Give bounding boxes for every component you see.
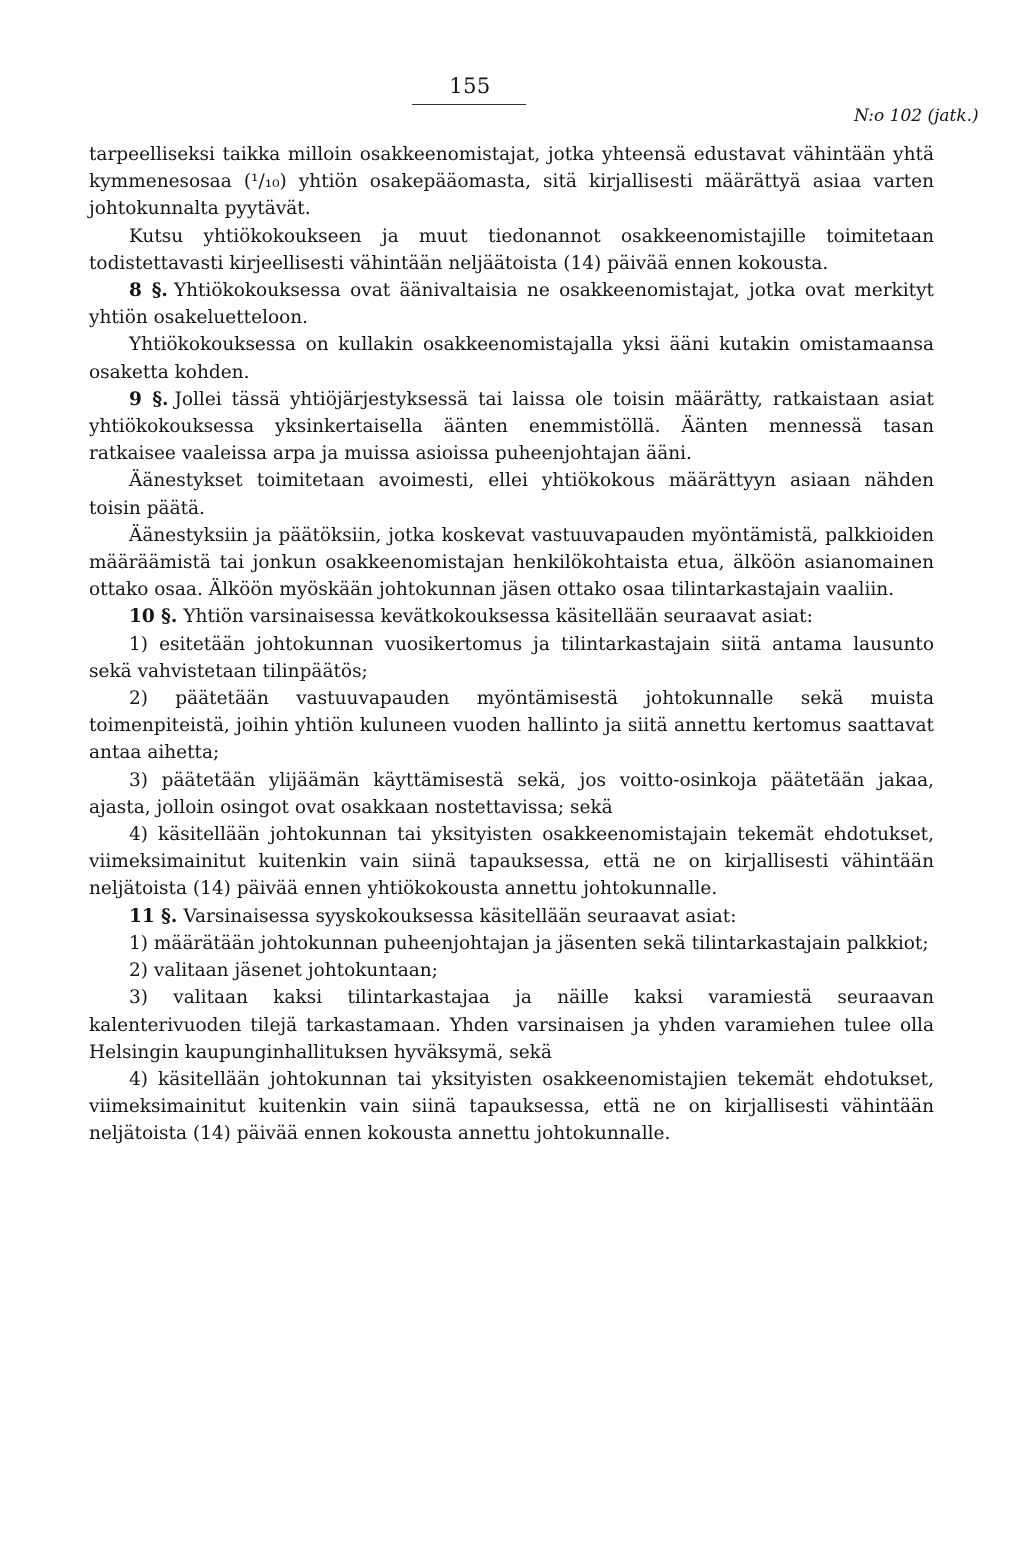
paragraph-text: 1) määrätään johtokunnan puheenjohtajan ja jäsenten sekä tilintarkastajain palkkiot; (129, 932, 929, 954)
page-number: 155 (449, 74, 491, 98)
list-item (89, 685, 934, 767)
paragraph-section-11 (89, 903, 934, 930)
paragraph-section-10 (89, 603, 934, 630)
paragraph (89, 141, 934, 223)
list-item (89, 767, 934, 821)
paragraph-text: Jollei tässä yhtiöjärjestyksessä tai laissa ole toisin määrätty, ratkaistaan asiat yhtiökokouksessa yksinkertaisella äänten enemmistöllä. Äänten mennessä tasan ratkaisee vaaleissa arpa ja muissa asioissa puheenjohtajan ääni. (89, 388, 934, 465)
paragraph-text: Äänestykset toimitetaan avoimesti, ellei yhtiökokous määrättyyn asiaan nähden toisin päätä. (89, 470, 934, 519)
list-item (89, 957, 934, 984)
header-rule (412, 104, 526, 105)
paragraph-text: Yhtiökokouksessa on kullakin osakkeenomistajalla yksi ääni kutakin omistamaansa osaketta kohden. (89, 334, 934, 383)
paragraph (89, 467, 934, 521)
list-item (89, 984, 934, 1066)
paragraph-text: 4) käsitellään johtokunnan tai yksityisten osakkeenomistajien tekemät ehdotukset, viimeksimainitut kuitenkin vain siinä tapauksessa, että ne on kirjallisesti vähintään neljätoista (14) päivää ennen kokousta annettu johtokunnalle. (89, 1068, 934, 1145)
paragraph (89, 522, 934, 604)
list-item (89, 930, 934, 957)
paragraph-text: 3) valitaan kaksi tilintarkastajaa ja näille kaksi varamiestä seuraavan kalenterivuoden tilejä tarkastamaan. Yhden varsinaisen ja yhden varamiehen tulee olla Helsingin kaupunginhallituksen hyväksymä, sekä (89, 987, 934, 1063)
paragraph-text: 2) päätetään vastuuvapauden myöntämisestä johtokunnalle sekä muista toimenpiteistä, joihin yhtiön kuluneen vuoden hallinto ja siitä annettu kertomus saattavat antaa aihetta; (89, 688, 934, 764)
paragraph-text: 4) käsitellään johtokunnan tai yksityisten osakkeenomistajain tekemät ehdotukset, viimeksimainitut kuitenkin vain siinä tapauksessa, että ne on kirjallisesti vähintään neljätoista (14) päivää ennen yhtiökokousta annettu johtokunnalle. (89, 824, 934, 900)
list-item (89, 1066, 934, 1148)
section-number: 8 §. (129, 280, 168, 302)
paragraph (89, 331, 934, 385)
paragraph-text: tarpeelliseksi taikka milloin osakkeenomistajat, jotka yhteensä edustavat vähintään yhtä kymmenesosaa (¹/₁₀) yhtiön osakepääomasta, sitä kirjallisesti määrättyä asiaa varten johtokunnalta pyytävät. (89, 144, 934, 220)
paragraph-text: Kutsu yhtiökokoukseen ja muut tiedonannot osakkeenomistajille toimitetaan todistettavasti kirjeellisesti vähintään neljäätoista (14) päivää ennen kokousta. (89, 225, 934, 274)
section-number: 10 §. (129, 606, 178, 628)
list-item (89, 631, 934, 685)
paragraph-text: 3) päätetään ylijäämän käyttämisestä sekä, jos voitto-osinkoja päätetään jakaa, ajasta, jolloin osingot ovat osakkaan nostettavissa; sekä (89, 769, 934, 818)
paragraph-text: Yhtiökokouksessa ovat äänivaltaisia ne osakkeenomistajat, jotka ovat merkityt yhtiön osakeluetteloon. (89, 280, 934, 329)
paragraph-section-9 (89, 386, 934, 468)
body-text (89, 141, 934, 1148)
running-head: N:o 102 (jatk.) (854, 106, 979, 126)
section-number: 9 §. (129, 388, 169, 410)
section-number: 11 §. (129, 905, 178, 927)
paragraph-text: Yhtiön varsinaisessa kevätkokouksessa käsitellään seuraavat asiat: (183, 606, 813, 628)
paragraph (89, 223, 934, 277)
list-item (89, 821, 934, 903)
paragraph-text: 1) esitetään johtokunnan vuosikertomus ja tilintarkastajain siitä antama lausunto sekä vahvistetaan tilinpäätös; (89, 633, 934, 682)
paragraph-text: 2) valitaan jäsenet johtokuntaan; (129, 960, 438, 982)
paragraph-text: Varsinaisessa syyskokouksessa käsitellään seuraavat asiat: (183, 905, 737, 927)
paragraph-section-8 (89, 277, 934, 331)
paragraph-text: Äänestyksiin ja päätöksiin, jotka koskevat vastuuvapauden myöntämistä, palkkioiden määräämistä tai jonkun osakkeenomistajan henkilökohtaista etua, älköön asianomainen ottako osaa. Älköön myöskään johtokunnan jäsen ottako osaa tilintarkastajain vaaliin. (89, 524, 934, 601)
